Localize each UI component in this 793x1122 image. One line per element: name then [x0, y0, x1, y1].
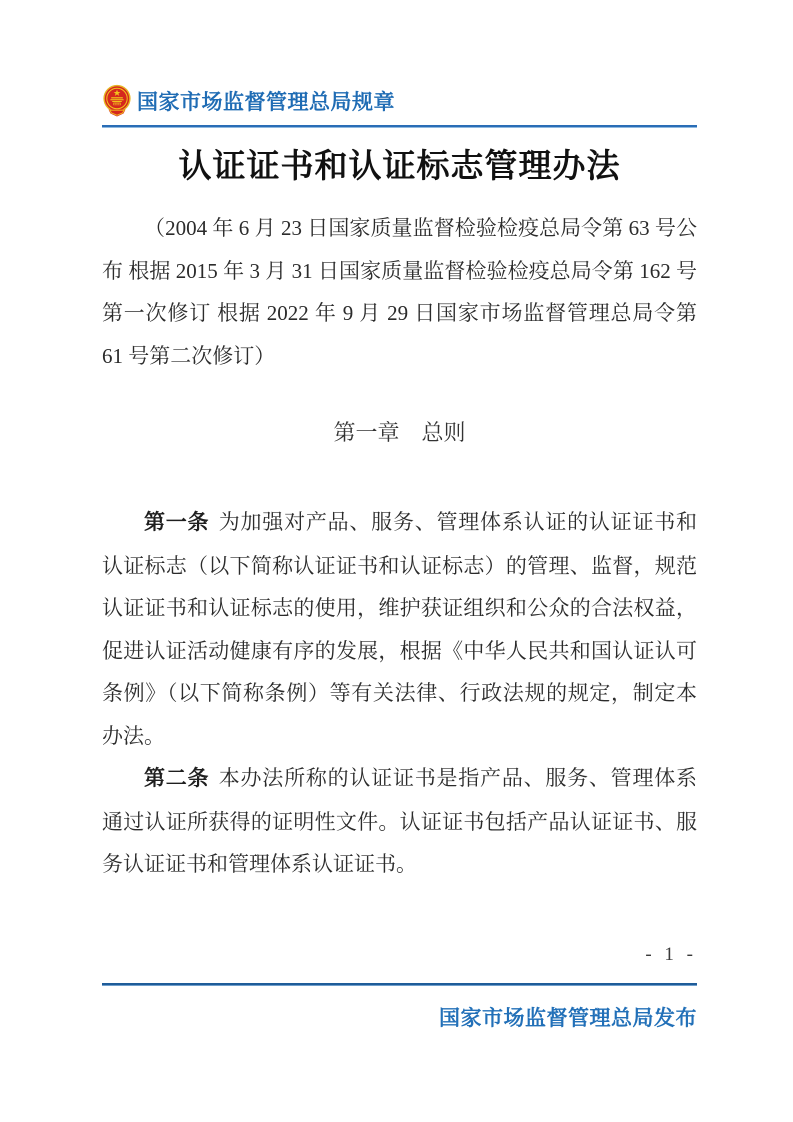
article-2-label: 第二条: [144, 767, 210, 790]
footer-publisher-label: 国家市场监督管理总局发布: [439, 1007, 697, 1030]
article-paragraph-2: [102, 757, 697, 886]
preamble-paragraph: （2004 年 6 月 23 日国家质量监督检验检疫总局令第 63 号公布 根据 2015 年 3 月 31 日国家质量监督检验检疫总局令第 162 号第一次修订 根据 2022 年 9 月 29 日国家市场监督管理总局令第 61 号第二次修订）: [102, 216, 697, 368]
article-paragraph-1: [102, 501, 697, 757]
chapter-heading: 第一章 总则: [333, 420, 466, 445]
footer-rule: [102, 983, 697, 986]
article-1-label: 第一条: [144, 511, 210, 534]
page-number: - 1 -: [645, 944, 697, 965]
article-2-text: 本办法所称的认证证书是指产品、服务、管理体系通过认证所获得的证明性文件。认证证书包括产品认证证书、服务认证证书和管理体系认证证书。: [102, 766, 698, 876]
articles-section: [102, 501, 697, 886]
document-title: 认证证书和认证标志管理办法: [178, 149, 621, 185]
document-header: [102, 0, 697, 118]
national-emblem-icon: [102, 84, 132, 118]
header-agency-label: 国家市场监督管理总局规章: [137, 91, 395, 114]
header-rule: [102, 125, 697, 128]
article-1-text: 为加强对产品、服务、管理体系认证的认证证书和认证标志（以下简称认证证书和认证标志）的管理、监督，规范认证证书和认证标志的使用，维护获证组织和公众的合法权益，促进认证活动健康有序的发展，根据《中华人民共和国认证认可条例》（以下简称条例）等有关法律、行政法规的规定，制定本办法。: [102, 510, 698, 748]
